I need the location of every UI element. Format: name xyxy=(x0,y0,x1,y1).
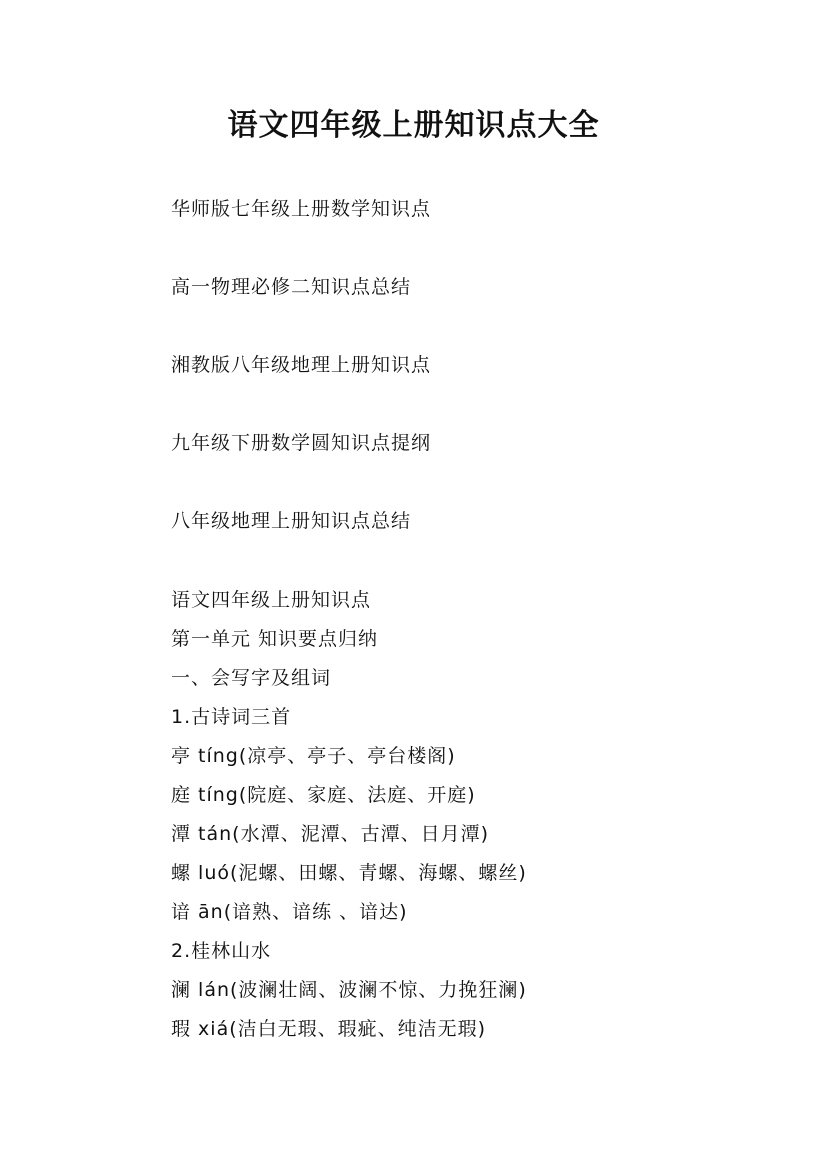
vocab-entry: 潭 tán(水潭、泥潭、古潭、日月潭) xyxy=(171,823,490,845)
vocab-entry: 澜 lán(波澜壮阔、波澜不惊、力挽狂澜) xyxy=(171,979,527,1001)
lesson-heading: 2.桂林山水 xyxy=(171,940,272,962)
vocab-entry: 谙 ān(谙熟、谙练 、谙达) xyxy=(171,901,408,923)
related-link-item: 湘教版八年级地理上册知识点 xyxy=(171,354,432,376)
unit-heading: 第一单元 知识要点归纳 xyxy=(171,628,379,650)
vocab-entry: 亭 tíng(凉亭、亭子、亭台楼阁) xyxy=(171,745,456,767)
document-body xyxy=(171,585,791,1053)
related-link-item: 高一物理必修二知识点总结 xyxy=(171,276,412,298)
lesson-heading: 1.古诗词三首 xyxy=(171,706,292,728)
document-title: 语文四年级上册知识点大全 xyxy=(227,108,600,143)
related-links-list xyxy=(171,195,771,585)
section-heading: 语文四年级上册知识点 xyxy=(171,589,372,611)
vocab-entry: 庭 tíng(院庭、家庭、法庭、开庭) xyxy=(171,784,476,806)
vocab-entry: 螺 luó(泥螺、田螺、青螺、海螺、螺丝) xyxy=(171,862,527,884)
related-link-item: 九年级下册数学圆知识点提纲 xyxy=(171,432,432,454)
related-link-item: 八年级地理上册知识点总结 xyxy=(171,510,412,532)
related-link-item: 华师版七年级上册数学知识点 xyxy=(171,198,432,220)
vocab-entry: 瑕 xiá(洁白无瑕、瑕疵、纯洁无瑕) xyxy=(171,1018,487,1040)
subsection-heading: 一、会写字及组词 xyxy=(171,667,332,689)
